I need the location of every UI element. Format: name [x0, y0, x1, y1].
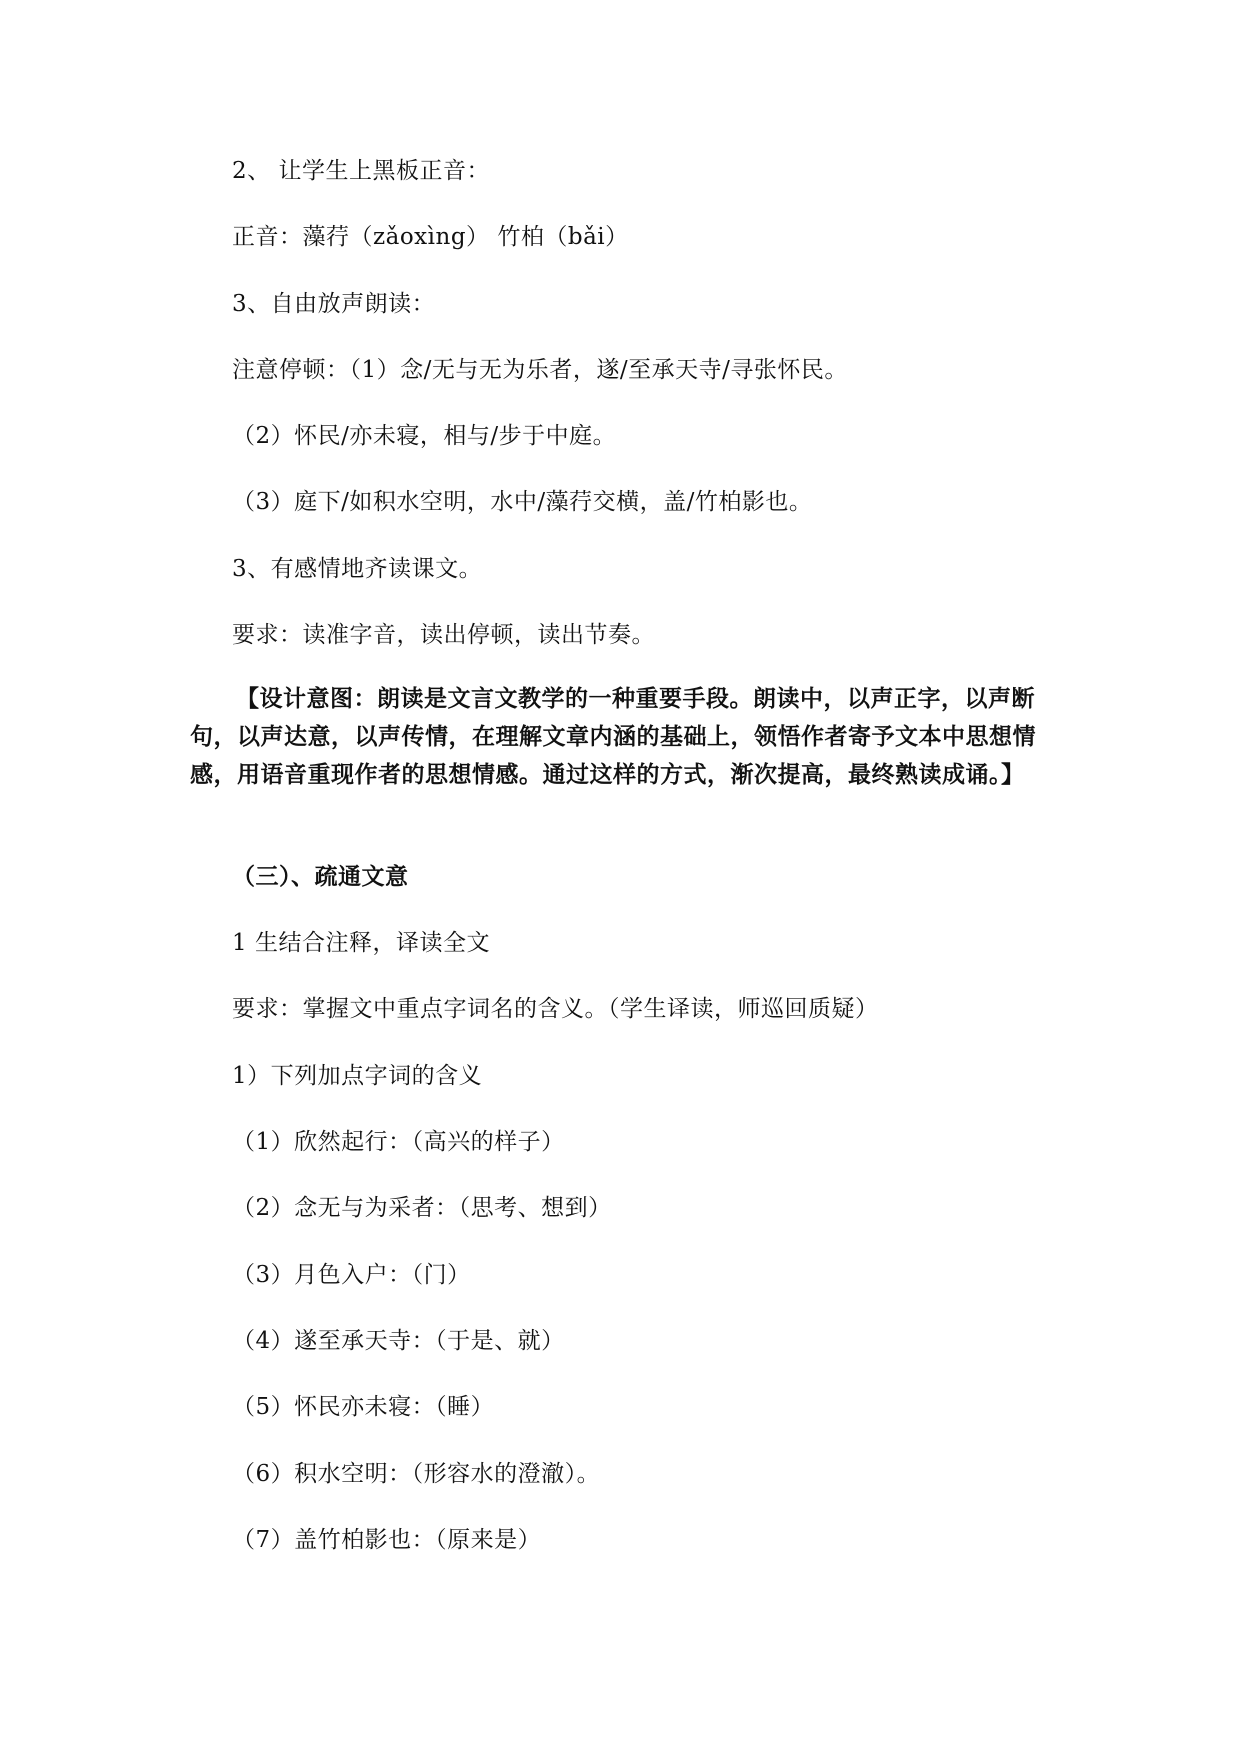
reading-requirement-line: 要求：读准字音，读出停顿，读出节奏。 — [232, 622, 655, 648]
pause-note-line-2: （2）怀民/亦未寝，相与/步于中庭。 — [232, 423, 617, 449]
section-heading: （三）、疏通文意 — [232, 863, 409, 890]
list-item: （2）念无与为采者：（思考、想到） — [232, 1195, 612, 1221]
translate-requirement-line: 要求：掌握文中重点字词名的含义。（学生译读，师巡回质疑） — [232, 996, 879, 1022]
translate-task-line: 1 生结合注释，译读全文 — [232, 930, 490, 956]
list-item: （6）积水空明：（形容水的澄澈）。 — [232, 1461, 601, 1487]
pause-note-line-1: 注意停顿：（1）念/无与无为乐者，遂/至承天寺/寻张怀民。 — [232, 357, 848, 383]
design-intent-paragraph: 【设计意图：朗读是文言文教学的一种重要手段。朗读中，以声正字，以声断句，以声达意，以声传情，在理解文章内涵的基础上，领悟作者寄予文本中思想情感，用语音重现作者的思想情感。通过这样的方式，渐次提高，最终熟读成诵。】 — [190, 685, 1036, 788]
pronunciation-line: 正音：藻荇（zǎoxìng） 竹柏（bǎi） — [232, 224, 629, 250]
list-item: （4）遂至承天寺：（于是、就） — [232, 1328, 565, 1354]
vocab-question-line: 1）下列加点字词的含义 — [232, 1063, 483, 1089]
step-2-line: 2、 让学生上黑板正音： — [232, 158, 490, 184]
list-item: （1）欣然起行：（高兴的样子） — [232, 1129, 565, 1155]
list-item: （7）盖竹柏影也：（原来是） — [232, 1527, 542, 1553]
step-3-read-aloud-line: 3、自由放声朗读： — [232, 291, 436, 317]
pause-note-line-3: （3）庭下/如积水空明，水中/藻荇交横，盖/竹柏影也。 — [232, 489, 813, 515]
list-item: （5）怀民亦未寝：（睡） — [232, 1394, 495, 1420]
step-3-choral-read-line: 3、有感情地齐读课文。 — [232, 556, 483, 582]
list-item: （3）月色入户：（门） — [232, 1262, 471, 1288]
